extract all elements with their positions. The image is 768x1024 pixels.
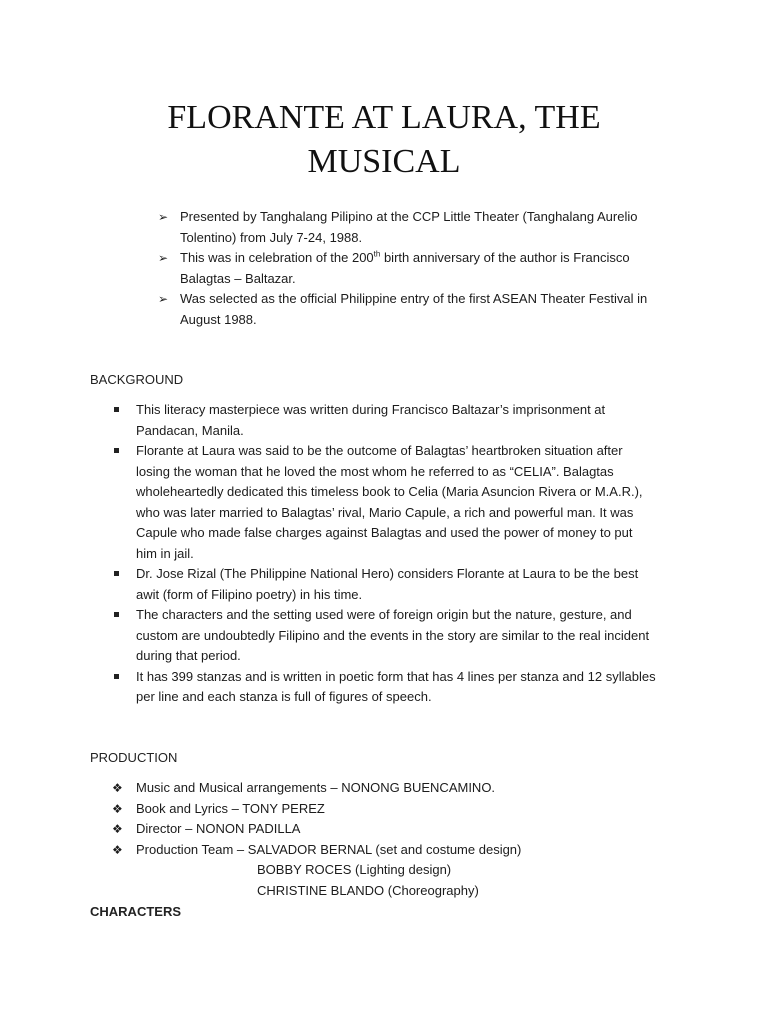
production-item bbox=[112, 778, 656, 799]
production-team-member: BOBBY ROCES (Lighting design) bbox=[257, 862, 452, 877]
square-bullet-icon bbox=[114, 407, 119, 412]
production-heading: PRODUCTION bbox=[90, 750, 178, 765]
background-text: The characters and the setting used were of foreign origin but the nature, gesture, and custom are undoubtedly Filipino and the events in the story are similar to the real incident during that period. bbox=[136, 607, 650, 663]
intro-item bbox=[158, 207, 680, 248]
arrow-bullet-icon: ➢ bbox=[158, 292, 169, 306]
background-heading: BACKGROUND bbox=[90, 372, 184, 387]
production-item bbox=[112, 799, 656, 820]
diamond-bullet-icon: ❖ bbox=[112, 842, 123, 857]
production-text: Production Team – SALVADOR BERNAL (set and costume design) bbox=[136, 841, 522, 857]
intro-text: This was in celebration of the 200 bbox=[180, 250, 374, 265]
background-item bbox=[136, 564, 656, 605]
background-list bbox=[136, 400, 656, 708]
intro-text: Was selected as the official Philippine entry of the first ASEAN Theater Festival in August 1988. bbox=[180, 291, 648, 327]
intro-item bbox=[158, 289, 680, 330]
background-text: Florante at Laura was said to be the outcome of Balagtas’ heartbroken situation after losing the woman that he loved the most whom he referred to as “CELIA”. Balagtas wholeheartedly dedicated this timeless book to Celia (Maria Asuncion Rivera or M.A.R.), who was later married to Balagtas’ rival, Mario Capule, a rich and powerful man. It was Capule who made false charges against Balagtas and used the power of money to put him in jail. bbox=[136, 443, 643, 561]
square-bullet-icon bbox=[114, 448, 119, 453]
production-text: Director – NONON PADILLA bbox=[136, 821, 301, 836]
intro-text-continued: birth anniversary of the author is Francisco Balagtas – Baltazar. bbox=[180, 250, 630, 286]
production-team-member: CHRISTINE BLANDO (Choreography) bbox=[257, 882, 479, 898]
production-text: Music and Musical arrangements – NONONG BUENCAMINO. bbox=[136, 780, 496, 795]
arrow-bullet-icon: ➢ bbox=[158, 210, 169, 224]
diamond-bullet-icon: ❖ bbox=[112, 801, 123, 816]
square-bullet-icon bbox=[114, 674, 119, 679]
diamond-bullet-icon: ❖ bbox=[112, 822, 123, 836]
background-text: It has 399 stanzas and is written in poetic form that has 4 lines per stanza and 12 syllables per line and each stanza is full of figures of speech. bbox=[136, 668, 656, 704]
background-item bbox=[136, 667, 656, 708]
background-item bbox=[136, 400, 656, 441]
production-item bbox=[112, 819, 656, 840]
production-text: Book and Lyrics – TONY PEREZ bbox=[136, 800, 325, 816]
production-item bbox=[112, 840, 656, 902]
characters-heading: CHARACTERS bbox=[90, 904, 181, 919]
background-text: Dr. Jose Rizal (The Philippine National Hero) considers Florante at Laura to be the best awit (form of Filipino poetry) in his time. bbox=[136, 566, 639, 602]
background-item bbox=[136, 605, 656, 667]
ordinal-suffix: th bbox=[373, 249, 381, 259]
title-line-2: MUSICAL bbox=[307, 143, 461, 180]
production-list bbox=[112, 778, 656, 901]
diamond-bullet-icon: ❖ bbox=[112, 781, 123, 795]
background-item bbox=[136, 441, 656, 564]
background-text: This literacy masterpiece was written during Francisco Baltazar’s imprisonment at Pandacan, Manila. bbox=[136, 402, 606, 438]
square-bullet-icon bbox=[114, 612, 119, 617]
title-line-1: FLORANTE AT LAURA, THE bbox=[167, 99, 601, 136]
intro-item bbox=[158, 248, 680, 289]
document-title bbox=[0, 96, 768, 184]
intro-text: Presented by Tanghalang Pilipino at the CCP Little Theater (Tanghalang Aurelio Tolentino) from July 7-24, 1988. bbox=[180, 209, 638, 245]
arrow-bullet-icon: ➢ bbox=[158, 251, 169, 265]
intro-list bbox=[158, 207, 680, 330]
square-bullet-icon bbox=[114, 571, 119, 576]
